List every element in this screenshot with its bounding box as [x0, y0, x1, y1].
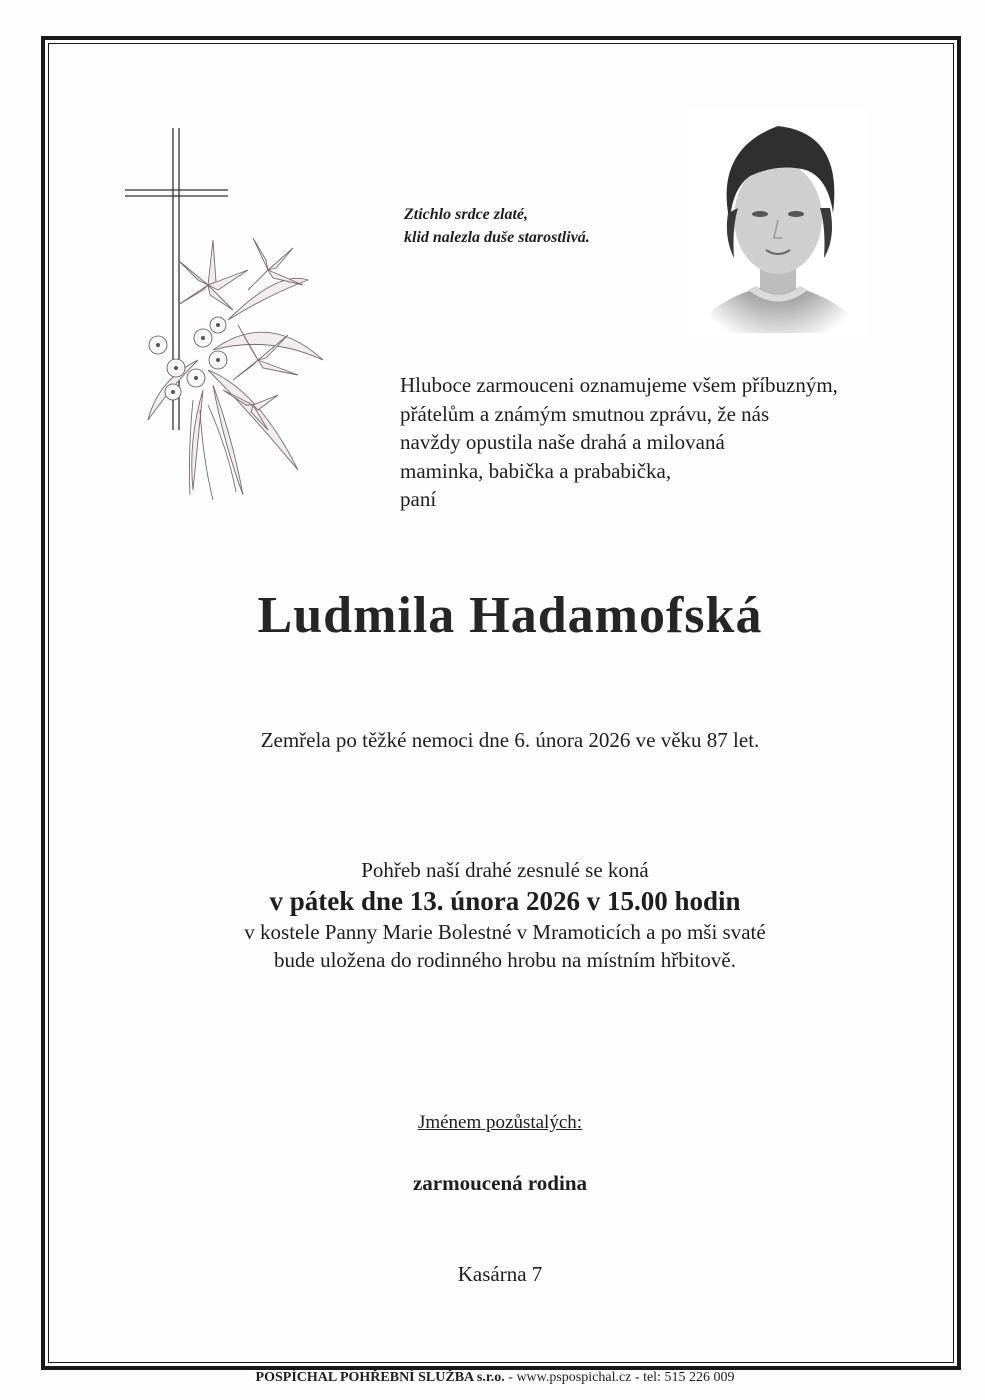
motto-line-2: klid nalezla duše starostlivá. — [404, 229, 590, 246]
cross-with-lilies-icon — [118, 120, 338, 510]
footer-separator: - — [504, 1370, 517, 1385]
behalf-label — [0, 1112, 985, 1134]
funeral-location-line-1: v kostele Panny Marie Bolestné v Mramoticích a po mši svaté — [244, 920, 766, 944]
deceased-name: Ludmila Hadamofská — [257, 587, 763, 644]
announcement-line: paní — [400, 487, 437, 511]
announcement-line: Hluboce zarmouceni oznamujeme všem příbuzným, — [400, 373, 838, 397]
address: Kasárna 7 — [457, 1262, 543, 1286]
funeral-datetime: v pátek dne 13. února 2026 v 15.00 hodin — [269, 886, 741, 916]
portrait-photo — [688, 108, 868, 338]
announcement-line: navždy opustila naše drahá a milovaná — [400, 430, 725, 454]
motto-line-1: Ztichlo srdce zlaté, — [404, 206, 528, 223]
funeral-info — [0, 856, 985, 974]
motto — [404, 203, 590, 249]
funeral-location-line-2: bude uložena do rodinného hrobu na místním hřbitově. — [274, 948, 736, 972]
death-info: Zemřela po těžké nemoci dne 6. února 2026 ve věku 87 let. — [260, 728, 760, 752]
announcement-line: maminka, babička a prababička, — [400, 458, 672, 483]
funeral-intro: Pohřeb naší drahé zesnulé se koná — [361, 858, 649, 882]
footer-separator: - — [631, 1370, 644, 1385]
footer-company: POSPÍCHAL POHŘEBNÍ SLUŽBA s.r.o. — [255, 1370, 505, 1385]
footer-website: www.pspospichal.cz — [516, 1370, 632, 1385]
announcement — [400, 371, 838, 514]
behalf-label-text: Jménem pozůstalých: — [417, 1112, 583, 1133]
footer-phone: tel: 515 226 009 — [643, 1370, 735, 1385]
announcement-line: přátelům a známým smutnou zprávu, že nás — [400, 401, 770, 426]
footer — [0, 1370, 985, 1386]
family-signature: zarmoucená rodina — [412, 1171, 588, 1195]
